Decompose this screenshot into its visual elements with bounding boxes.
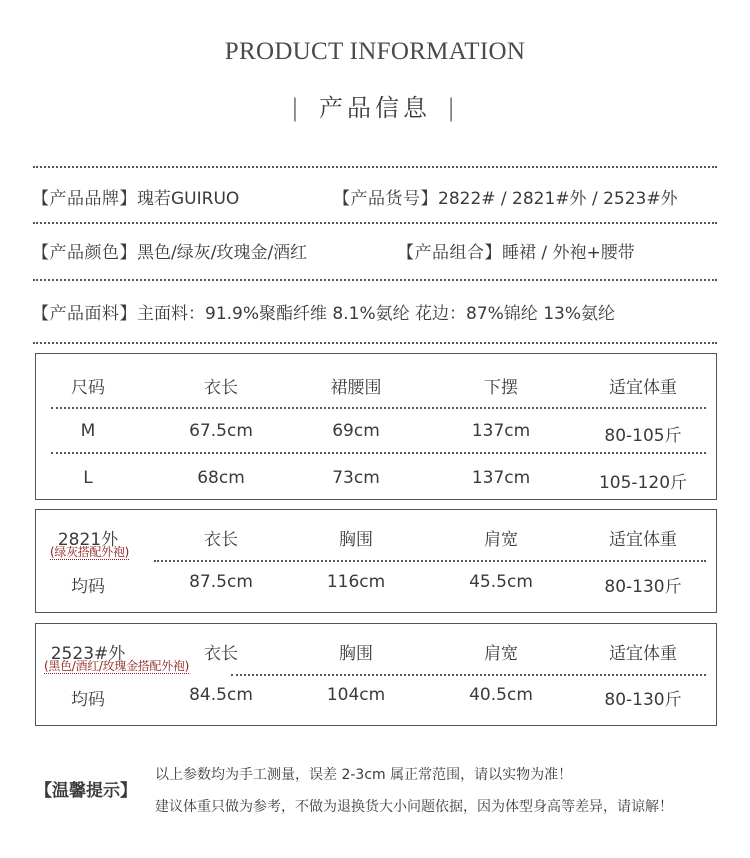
table-cell: 80-130斤 bbox=[604, 577, 682, 597]
color-value: 黑色/绿灰/玫瑰金/酒红 bbox=[137, 243, 308, 263]
divider bbox=[33, 342, 717, 344]
table-cell: 87.5cm bbox=[189, 572, 253, 592]
table-cell: 45.5cm bbox=[469, 572, 533, 592]
divider bbox=[33, 166, 717, 168]
table-cell: 40.5cm bbox=[469, 685, 533, 705]
brand-value: 瑰若GUIRUO bbox=[137, 189, 240, 209]
row-divider bbox=[51, 407, 706, 409]
table-cell: 67.5cm bbox=[189, 421, 253, 441]
table-cell: 116cm bbox=[326, 572, 386, 592]
table-cell: 69cm bbox=[332, 421, 380, 441]
table-cell: 73cm bbox=[332, 468, 380, 488]
table-header-cell: 肩宽 bbox=[484, 644, 518, 664]
divider bbox=[33, 279, 717, 281]
item-note: (绿灰搭配外袍) bbox=[50, 545, 129, 559]
sku-row bbox=[333, 184, 678, 209]
title-left-bar: | bbox=[290, 94, 303, 122]
table-header-cell: 衣长 bbox=[204, 378, 238, 398]
table-header-cell: 胸围 bbox=[339, 530, 373, 550]
title-chinese bbox=[0, 88, 750, 123]
sku-value: 2822# / 2821#外 / 2523#外 bbox=[438, 189, 678, 209]
combo-label: 【产品组合】 bbox=[397, 243, 502, 263]
size-table-2523 bbox=[35, 623, 717, 726]
table-cell: 137cm bbox=[471, 468, 531, 488]
item-code: 2523#外 bbox=[50, 644, 126, 664]
table-header-cell: 适宜体重 bbox=[609, 644, 677, 664]
combo-row bbox=[397, 238, 635, 263]
fabric-label: 【产品面料】 bbox=[32, 304, 137, 324]
fabric-value: 主面料：91.9%聚酯纤维 8.1%氨纶 花边：87%锦纶 13%氨纶 bbox=[137, 304, 615, 324]
table-header-cell: 尺码 bbox=[71, 378, 105, 398]
table-cell: M bbox=[80, 421, 96, 441]
table-cell: 80-130斤 bbox=[604, 690, 682, 710]
row-divider bbox=[154, 560, 706, 562]
table-header-cell: 衣长 bbox=[204, 644, 238, 664]
color-label: 【产品颜色】 bbox=[32, 243, 137, 263]
fabric-row bbox=[32, 299, 615, 324]
title-right-bar: | bbox=[447, 94, 460, 122]
table-header-cell: 肩宽 bbox=[484, 530, 518, 550]
item-code: 2821外 bbox=[57, 530, 119, 550]
table-header-cell: 裙腰围 bbox=[330, 378, 382, 398]
table-cell: 均码 bbox=[71, 577, 105, 597]
table-cell: 104cm bbox=[326, 685, 386, 705]
size-table-2821 bbox=[35, 509, 717, 613]
table-header-cell: 衣长 bbox=[204, 530, 238, 550]
color-row bbox=[32, 238, 307, 263]
tips-label: 【温馨提示】 bbox=[35, 781, 137, 801]
table-cell: 105-120斤 bbox=[598, 473, 688, 493]
table-header-cell: 胸围 bbox=[339, 644, 373, 664]
table-cell: 137cm bbox=[471, 421, 531, 441]
brand-row bbox=[32, 184, 239, 209]
title-english: PRODUCT INFORMATION bbox=[224, 38, 526, 65]
row-divider bbox=[231, 674, 706, 676]
combo-value: 睡裙 / 外袍+腰带 bbox=[502, 243, 635, 263]
table-cell: 84.5cm bbox=[189, 685, 253, 705]
brand-label: 【产品品牌】 bbox=[32, 189, 137, 209]
tips-line-2: 建议体重只做为参考，不做为退换货大小问题依据，因为体型身高等差异，请谅解！ bbox=[155, 799, 673, 815]
row-divider bbox=[51, 452, 706, 454]
divider bbox=[33, 222, 717, 224]
table-cell: 80-105斤 bbox=[604, 426, 682, 446]
item-note: (黑色/酒红/玫瑰金搭配外袍) bbox=[44, 659, 189, 673]
table-cell: L bbox=[83, 468, 93, 488]
table-cell: 均码 bbox=[71, 690, 105, 710]
title-chinese-text: 产品信息 bbox=[319, 94, 431, 122]
size-table-2822 bbox=[35, 353, 717, 500]
table-header-cell: 适宜体重 bbox=[609, 530, 677, 550]
table-cell: 68cm bbox=[197, 468, 245, 488]
sku-label: 【产品货号】 bbox=[333, 189, 438, 209]
tips-line-1: 以上参数均为手工测量，误差 2-3cm 属正常范围，请以实物为准！ bbox=[155, 767, 573, 783]
table-header-cell: 适宜体重 bbox=[609, 378, 677, 398]
table-header-cell: 下摆 bbox=[484, 378, 518, 398]
